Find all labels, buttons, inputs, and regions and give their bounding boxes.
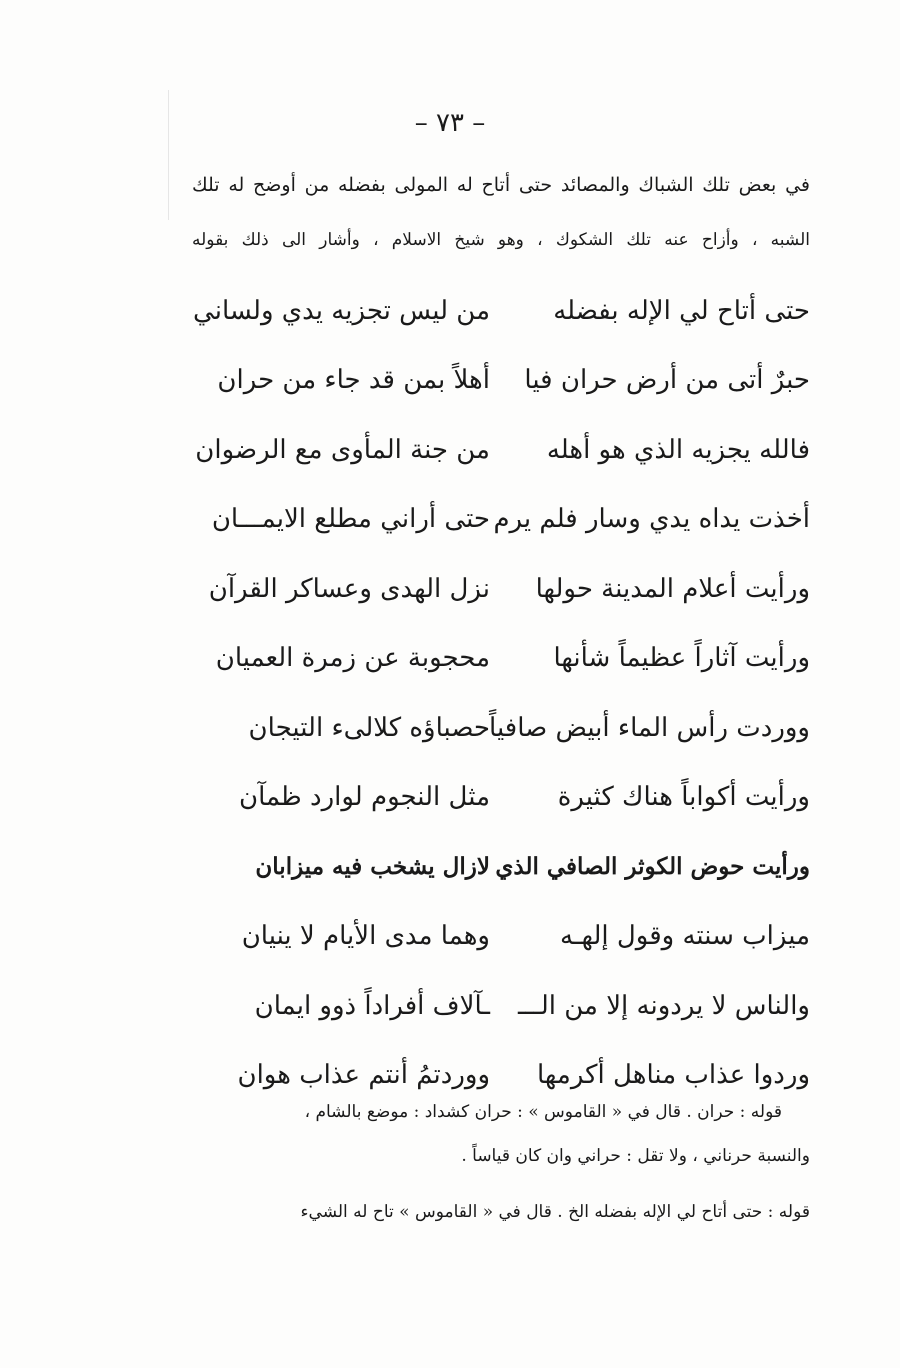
prose-line-1: في بعض تلك الشباك والمصائد حتى أتاح له المولى بفضله من أوضح له تلك xyxy=(192,174,810,196)
verse-first-hemistich: فالله يجزيه الذي هو أهله xyxy=(546,434,810,465)
prose-line-2: الشبه ، وأزاح عنه تلك الشكوك ، وهو شيخ الاسلام ، وأشار الى ذلك بقوله xyxy=(192,230,810,250)
verse xyxy=(200,971,810,1041)
verse xyxy=(200,346,810,416)
verse xyxy=(195,415,810,485)
verse-second-hemistich: محجوبة عن زمرة العميان xyxy=(215,643,490,674)
footnote-line-2: والنسبة حرناني ، ولا تقل : حراني وان كان قياساً . xyxy=(461,1146,810,1166)
verse-second-hemistich: من ليس تجزيه يدي ولساني xyxy=(193,295,490,326)
verse xyxy=(200,902,810,972)
verse-second-hemistich: وهما مدى الأيام لا ينيان xyxy=(241,921,490,952)
verse-second-hemistich: لازال يشخب فيه ميزابان xyxy=(255,853,490,881)
verse-first-hemistich: ورأيت آثاراً عظيماً شأنها xyxy=(553,643,810,674)
verse-first-hemistich: أخذت يداه يدي وسار فلم يرم xyxy=(493,504,810,535)
verse xyxy=(200,763,810,833)
verse-first-hemistich: والناس لا يردونه إلا من الـــ xyxy=(517,990,810,1021)
verse-first-hemistich: ورأيت حوض الكوثر الصافي الذي xyxy=(495,853,810,881)
poem-verses xyxy=(193,276,810,1110)
verse-first-hemistich: وردوا عذاب مناهل أكرمها xyxy=(537,1060,810,1091)
verse xyxy=(200,832,810,902)
verse-second-hemistich: أهلاً بمن قد جاء من حران xyxy=(217,365,490,396)
verse xyxy=(193,276,810,346)
verse-second-hemistich: نزل الهدى وعساكر القرآن xyxy=(208,573,490,604)
footnote-line-3: قوله : حتى أتاح لي الإله بفضله الخ . قال في « القاموس » تاح له الشيء xyxy=(300,1202,810,1222)
verse-first-hemistich: ووردت رأس الماء أبيض صافياً xyxy=(489,712,810,743)
verse xyxy=(200,554,810,624)
verse-first-hemistich: ورأيت أكواباً هناك كثيرة xyxy=(557,782,810,813)
verse-first-hemistich: ورأيت أعلام المدينة حولها xyxy=(535,573,810,604)
footnote-line-1: قوله : حران . قال في « القاموس » : حران كشداد : موضع بالشام ، xyxy=(304,1102,782,1122)
verse-second-hemistich: ووردتمُ أنتم عذاب هوان xyxy=(237,1060,490,1091)
verse-second-hemistich: ـآلاف أفراداً ذوو ايمان xyxy=(254,990,490,1021)
verse-first-hemistich: ميزاب سنته وقول إلهـه xyxy=(559,921,810,952)
verse-second-hemistich: حتى أراني مطلع الايمـــان xyxy=(211,504,490,535)
verse-second-hemistich: مثل النجوم لوارد ظمآن xyxy=(238,782,490,813)
verse xyxy=(200,624,810,694)
verse xyxy=(200,1041,810,1111)
verse xyxy=(200,485,810,555)
verse-first-hemistich: حبرٌ أتى من أرض حران فيا xyxy=(524,365,810,396)
verse-second-hemistich: حصباؤه كلالىء التيجان xyxy=(248,712,490,743)
verse-first-hemistich: حتى أتاح لي الإله بفضله xyxy=(553,295,810,326)
page-number: – ٧٣ – xyxy=(414,108,486,138)
verse xyxy=(200,693,810,763)
verse-second-hemistich: من جنة المأوى مع الرضوان xyxy=(195,434,490,465)
